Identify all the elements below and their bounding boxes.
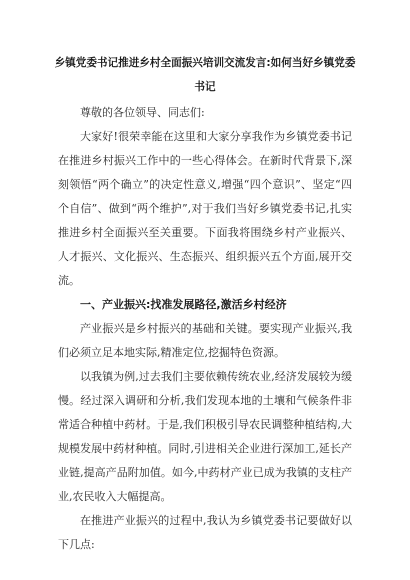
salutation: 尊敬的各位领导、同志们: — [80, 106, 205, 119]
industry-paragraph-3: 在推进产业振兴的过程中,我认为乡镇党委书记要做好以下几点: — [58, 514, 352, 551]
document-title: 乡镇党委书记推进乡村全面振兴培训交流发言:如何当好乡镇党委书记 — [54, 57, 356, 93]
industry-paragraph-1: 产业振兴是乡村振兴的基础和关键。要实现产业振兴,我们必须立足本地实际,精准定位,挖掘特色资源。 — [58, 322, 352, 359]
intro-paragraph: 大家好!很荣幸能在这里和大家分享我作为乡镇党委书记在推进乡村振兴工作中的一些心得体会。在新时代背景下,深刻领悟“两个确立”的决定性意义,增强“四个意识”、坚定“四个自信”、做到“两个维护”,对于我们当好乡镇党委书记,扎实推进乡村全面振兴至关重要。下面我将围绕乡村产业振兴、人才振兴、文化振兴、生态振兴、组织振兴五个方面,展开交流。 — [58, 130, 352, 287]
industry-paragraph-2: 以我镇为例,过去我们主要依赖传统农业,经济发展较为缓慢。经过深入调研和分析,我们发现本地的土壤和气候条件非常适合种植中药材。于是,我们积极引导农民调整种植结构,大规模发展中药材种植。同时,引进相关企业进行深加工,延长产业链,提高产品附加值。如今,中药材产业已成为我镇的支柱产业,农民收入大幅提高。 — [58, 370, 352, 503]
section-heading-industry: 一、产业振兴:找准发展路径,激活乡村经济 — [80, 298, 287, 311]
